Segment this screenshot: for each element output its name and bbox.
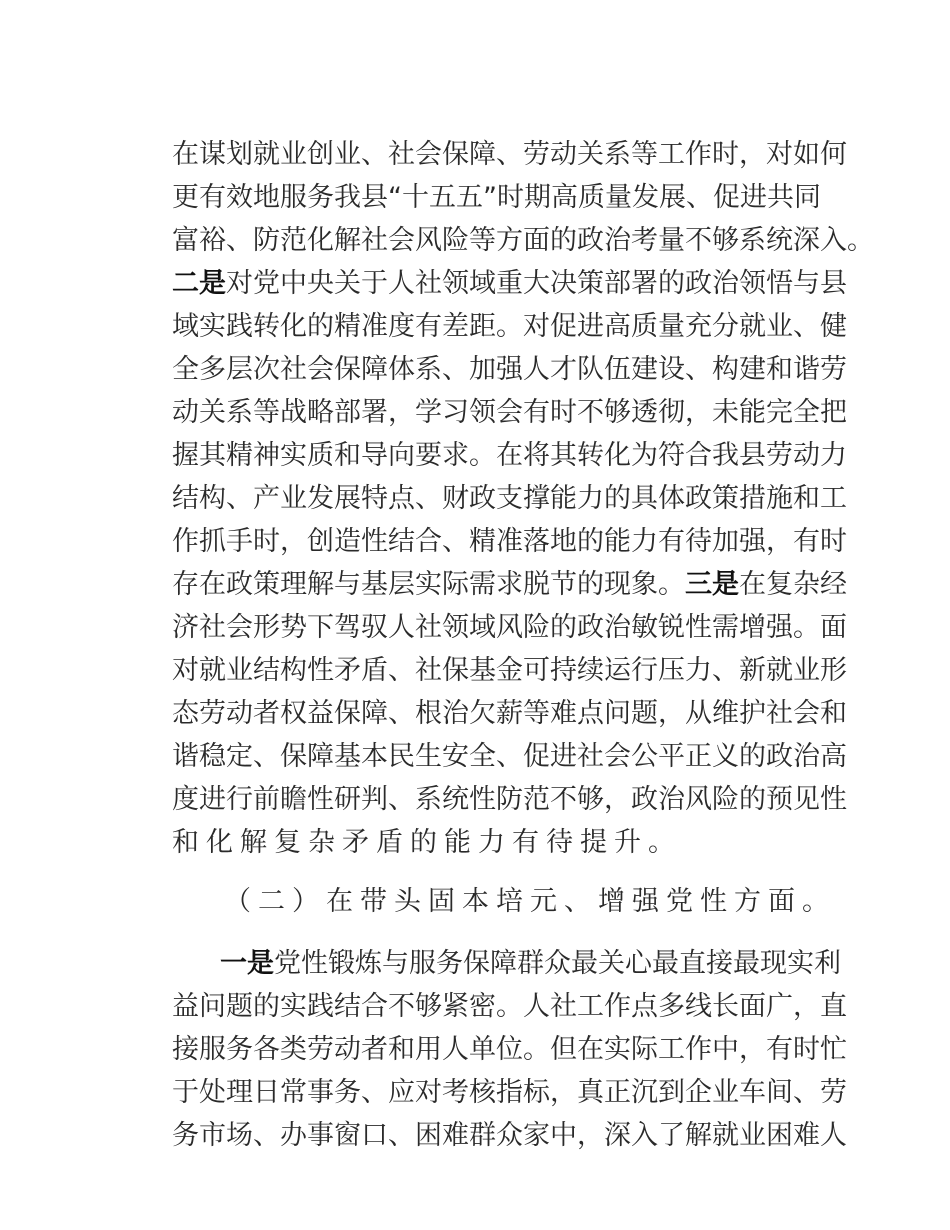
text-line: 于处理日常事务、应对考核指标，真正沉到企业车间、劳 [172,1077,847,1108]
text-line: 在谋划就业创业、社会保障、劳动关系等工作时，对如何 [172,139,847,170]
text-line: 更有效地服务我县“十五五”时期高质量发展、促进共同 [172,182,821,213]
text-line: 益问题的实践结合不够紧密。人社工作点多线长面广，直 [172,991,847,1022]
text-line: 接服务各类劳动者和用人单位。但在实际工作中，有时忙 [172,1034,847,1065]
text-line: 握其精神实质和导向要求。在将其转化为符合我县劳动力 [172,440,847,471]
text-line: 济社会形势下驾驭人社领域风险的政治敏锐性需增强。面 [172,612,847,643]
text-line: 态劳动者权益保障、根治欠薪等难点问题，从维护社会和 [172,698,847,729]
text-line: 和化解复杂矛盾的能力有待提升。 [172,827,682,858]
text-segment: 党性锻炼与服务保障群众最关心最直接最现实利 [274,948,841,979]
text-line [220,947,841,981]
text-line: 作抓手时，创造性结合、精准落地的能力有待加强，有时 [172,526,847,557]
text-line: 结构、产业发展特点、财政支撑能力的具体政策措施和工 [172,483,847,514]
text-line [172,267,847,301]
text-line: 富裕、防范化解社会风险等方面的政治考量不够系统深入。 [172,225,874,256]
text-line [172,568,847,602]
text-line: 务市场、办事窗口、困难群众家中，深入了解就业困难人 [172,1120,847,1151]
section-heading: （二）在带头固本培元、增强党性方面。 [224,886,836,917]
text-line: 域实践转化的精准度有差距。对促进高质量充分就业、健 [172,311,847,342]
text-line: 度进行前瞻性研判、系统性防范不够，政治风险的预见性 [172,784,847,815]
text-line: 谐稳定、保障基本民生安全、促进社会公平正义的政治高 [172,741,847,772]
text-line: 动关系等战略部署，学习领会有时不够透彻，未能完全把 [172,397,847,428]
bold-lead-label: 二是 [172,268,226,299]
text-line: 全多层次社会保障体系、加强人才队伍建设、构建和谐劳 [172,354,847,385]
text-line: 对就业结构性矛盾、社保基金可持续运行压力、新就业形 [172,655,847,686]
text-segment: 在复杂经 [739,569,847,600]
bold-lead-label: 三是 [685,569,739,600]
text-segment: 存在政策理解与基层实际需求脱节的现象。 [172,569,685,600]
bold-lead-label: 一是 [220,948,274,979]
text-segment: 对党中央关于人社领域重大决策部署的政治领悟与县 [226,268,847,299]
